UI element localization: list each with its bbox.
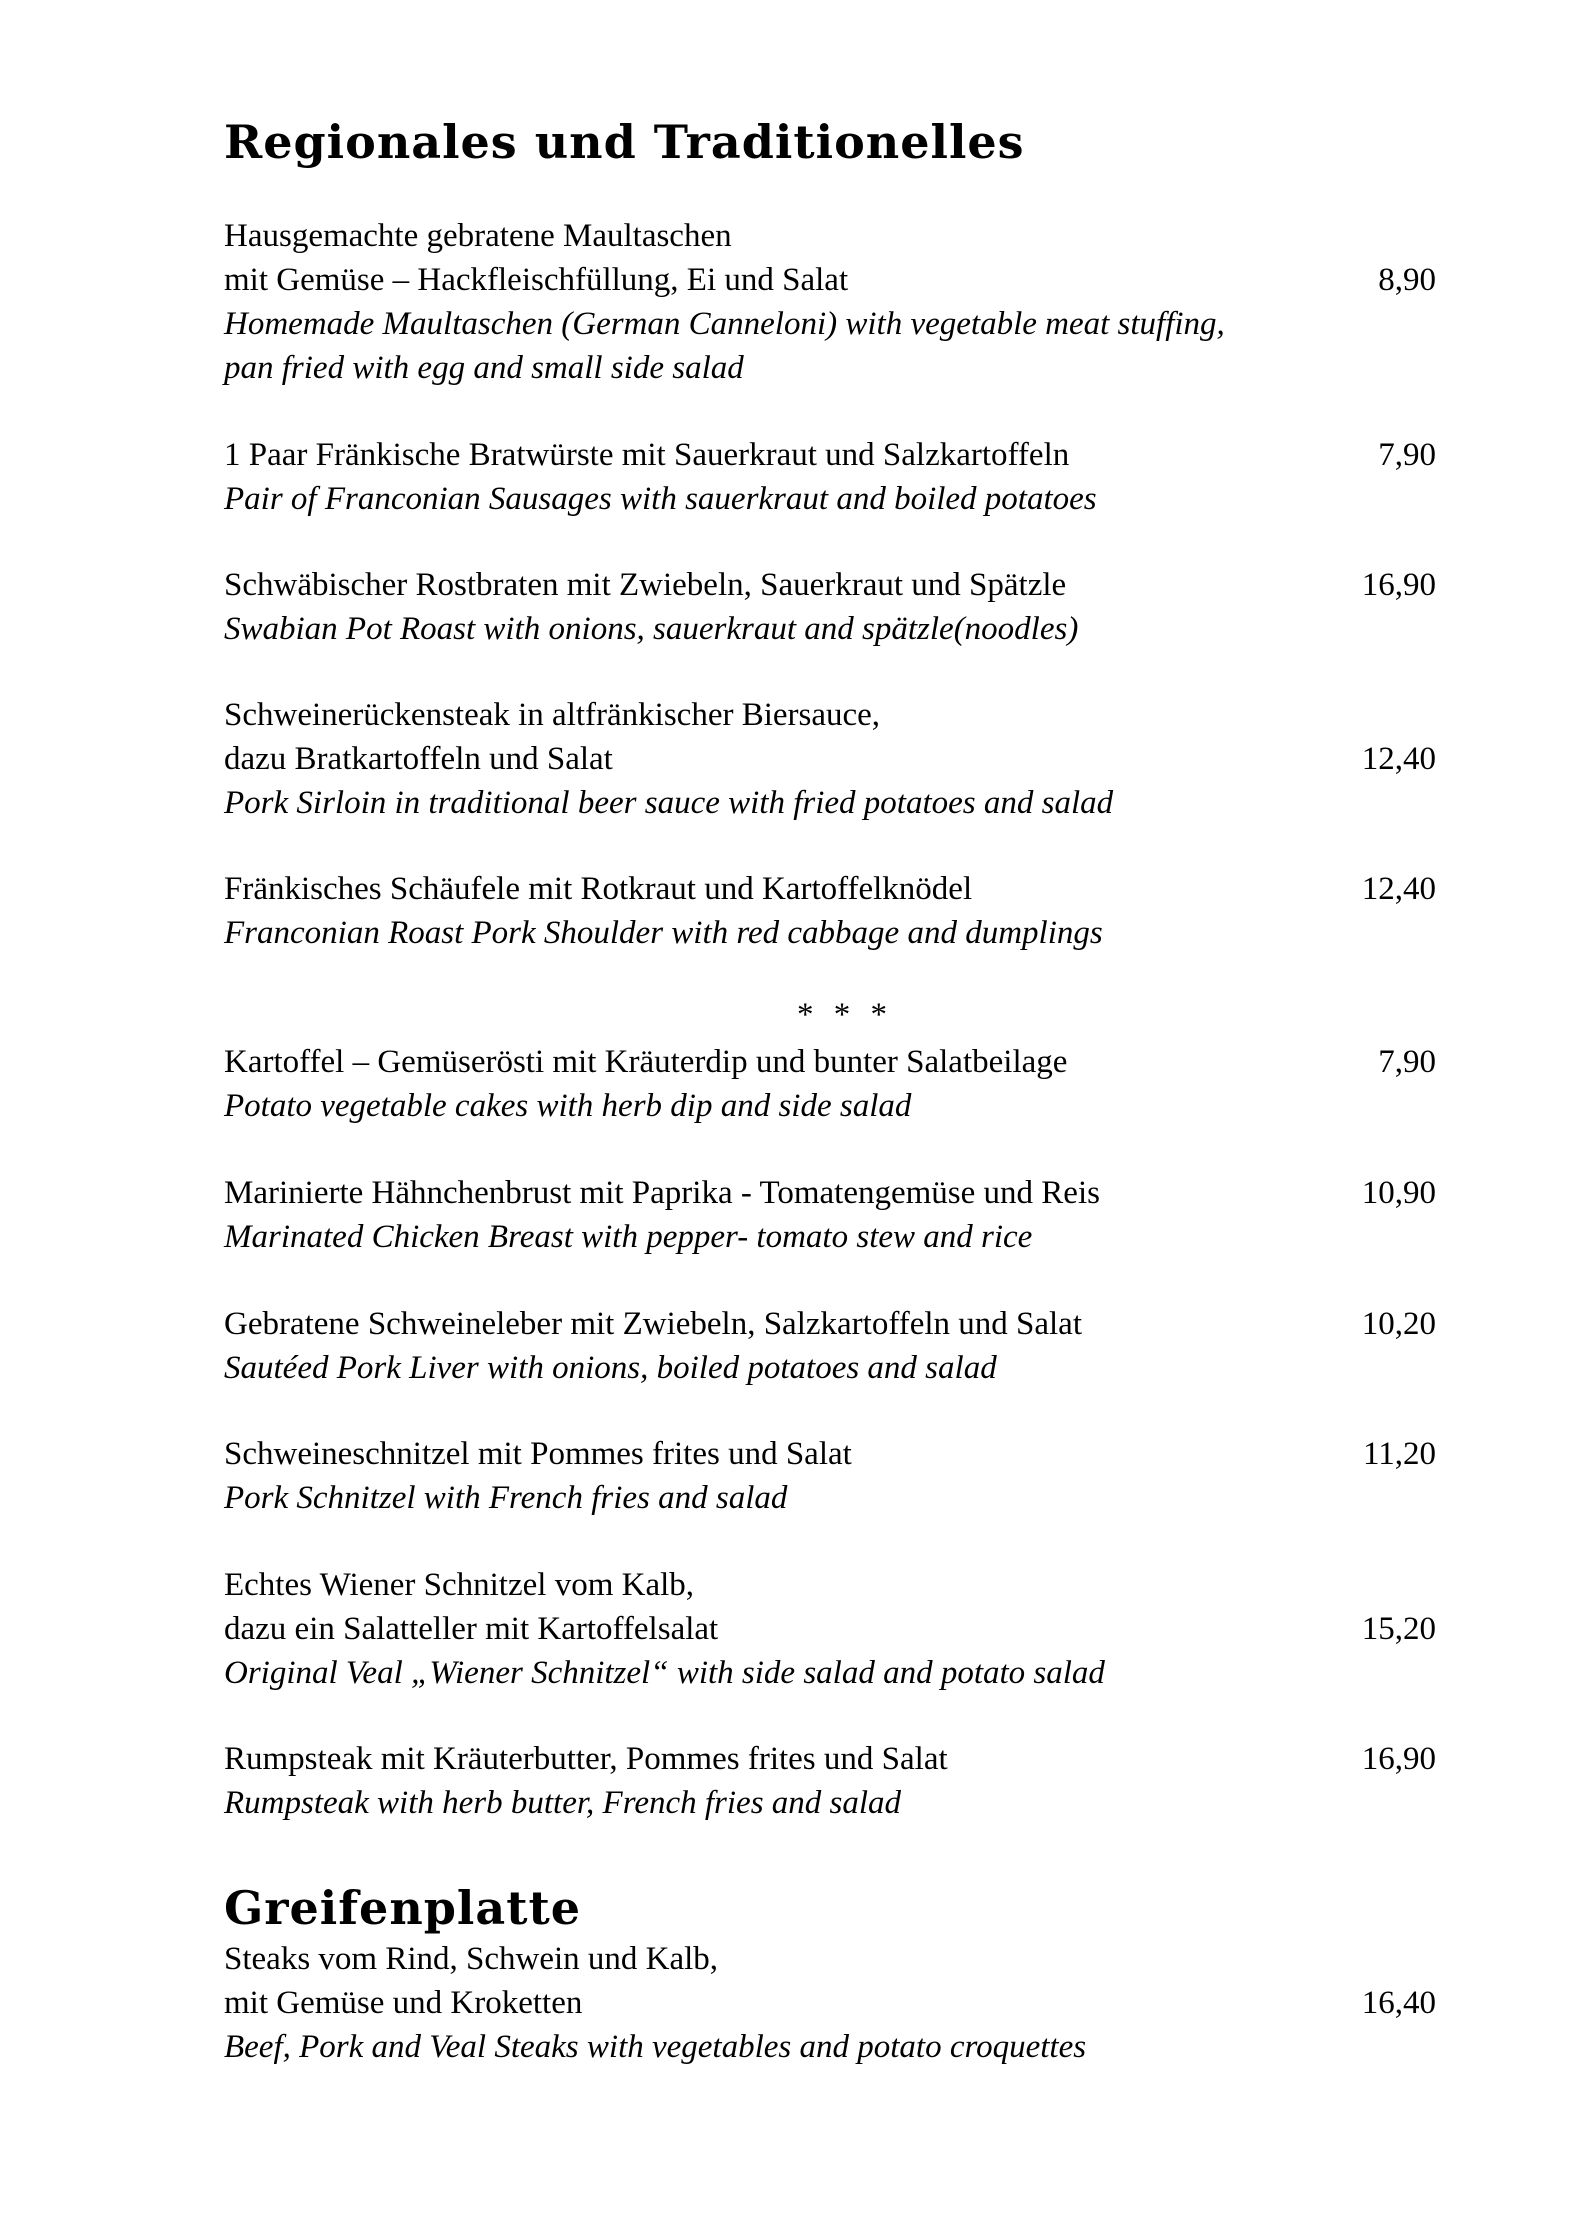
menu-item-haehnchenbrust (224, 1171, 1436, 1259)
item-price: 8,90 (1378, 262, 1436, 298)
item-translation: Pair of Franconian Sausages with sauerkraut and boiled potatoes (224, 481, 1097, 517)
item-price: 7,90 (1378, 1044, 1436, 1080)
menu-item-rumpsteak (224, 1737, 1436, 1825)
item-name-line: dazu ein Salatteller mit Kartoffelsalat 15,20 (224, 1607, 1436, 1651)
item-name-line: Schwäbischer Rostbraten mit Zwiebeln, Sauerkraut und Spätzle 16,90 (224, 563, 1436, 607)
menu-item-roesti (224, 1040, 1436, 1128)
menu-item-wiener-schnitzel (224, 1563, 1436, 1695)
item-name-line: Gebratene Schweineleber mit Zwiebeln, Salzkartoffeln und Salat 10,20 (224, 1302, 1436, 1346)
item-price: 15,20 (1361, 1611, 1436, 1647)
item-price: 16,40 (1361, 1985, 1436, 2021)
menu-item-greifenplatte (224, 1937, 1436, 2069)
menu-item-schweineschnitzel (224, 1432, 1436, 1520)
item-name-line: Rumpsteak mit Kräuterbutter, Pommes frites und Salat 16,90 (224, 1737, 1436, 1781)
item-translation: Original Veal „Wiener Schnitzel“ with side salad and potato salad (224, 1655, 1105, 1691)
item-name-line: Steaks vom Rind, Schwein und Kalb, (224, 1941, 719, 1977)
item-price: 16,90 (1361, 1741, 1436, 1777)
menu-item-schweinerueckensteak (224, 693, 1436, 825)
item-price: 11,20 (1362, 1436, 1436, 1472)
item-name-line: mit Gemüse und Kroketten 16,40 (224, 1981, 1436, 2025)
menu-item-schweineleber (224, 1302, 1436, 1390)
item-price: 12,40 (1361, 741, 1436, 777)
menu-item-bratwuerste (224, 433, 1436, 521)
item-name-line: dazu Bratkartoffeln und Salat 12,40 (224, 737, 1436, 781)
item-name-line: Hausgemachte gebratene Maultaschen (224, 218, 732, 254)
item-translation: Marinated Chicken Breast with pepper- tomato stew and rice (224, 1219, 1033, 1255)
item-translation: Potato vegetable cakes with herb dip and side salad (224, 1088, 912, 1124)
item-name-line: 1 Paar Fränkische Bratwürste mit Sauerkraut und Salzkartoffeln 7,90 (224, 433, 1436, 477)
section-title-regional: Regionales und Traditionelles (224, 115, 1025, 169)
item-translation: Beef, Pork and Veal Steaks with vegetables and potato croquettes (224, 2029, 1087, 2065)
item-translation: Sautéed Pork Liver with onions, boiled potatoes and salad (224, 1350, 997, 1386)
item-translation: Pork Sirloin in traditional beer sauce with fried potatoes and salad (224, 785, 1114, 821)
section-title-greifenplatte: Greifenplatte (224, 1881, 581, 1935)
item-name-line: Echtes Wiener Schnitzel vom Kalb, (224, 1567, 695, 1603)
item-translation: Homemade Maultaschen (German Canneloni) with vegetable meat stuffing, (224, 306, 1225, 342)
separator-stars: * * * (797, 997, 893, 1033)
item-translation: Pork Schnitzel with French fries and salad (224, 1480, 788, 1516)
item-translation: Swabian Pot Roast with onions, sauerkraut and spätzle(noodles) (224, 611, 1079, 647)
item-price: 16,90 (1361, 567, 1436, 603)
item-name-line: Marinierte Hähnchenbrust mit Paprika - Tomatengemüse und Reis 10,90 (224, 1171, 1436, 1215)
item-name-line: Fränkisches Schäufele mit Rotkraut und Kartoffelknödel 12,40 (224, 867, 1436, 911)
item-name-line: Schweineschnitzel mit Pommes frites und Salat 11,20 (224, 1432, 1436, 1476)
item-price: 7,90 (1378, 437, 1436, 473)
menu-item-rostbraten (224, 563, 1436, 651)
item-price: 12,40 (1361, 871, 1436, 907)
menu-item-maultaschen (224, 214, 1436, 390)
item-name-line: Schweinerückensteak in altfränkischer Biersauce, (224, 697, 881, 733)
item-price: 10,20 (1361, 1306, 1436, 1342)
item-translation: pan fried with egg and small side salad (224, 350, 744, 386)
item-price: 10,90 (1361, 1175, 1436, 1211)
item-translation: Rumpsteak with herb butter, French fries and salad (224, 1785, 902, 1821)
item-name-line: mit Gemüse – Hackfleischfüllung, Ei und Salat 8,90 (224, 258, 1436, 302)
item-name-line: Kartoffel – Gemüserösti mit Kräuterdip und bunter Salatbeilage 7,90 (224, 1040, 1436, 1084)
menu-item-schaeufele (224, 867, 1436, 955)
item-translation: Franconian Roast Pork Shoulder with red cabbage and dumplings (224, 915, 1103, 951)
